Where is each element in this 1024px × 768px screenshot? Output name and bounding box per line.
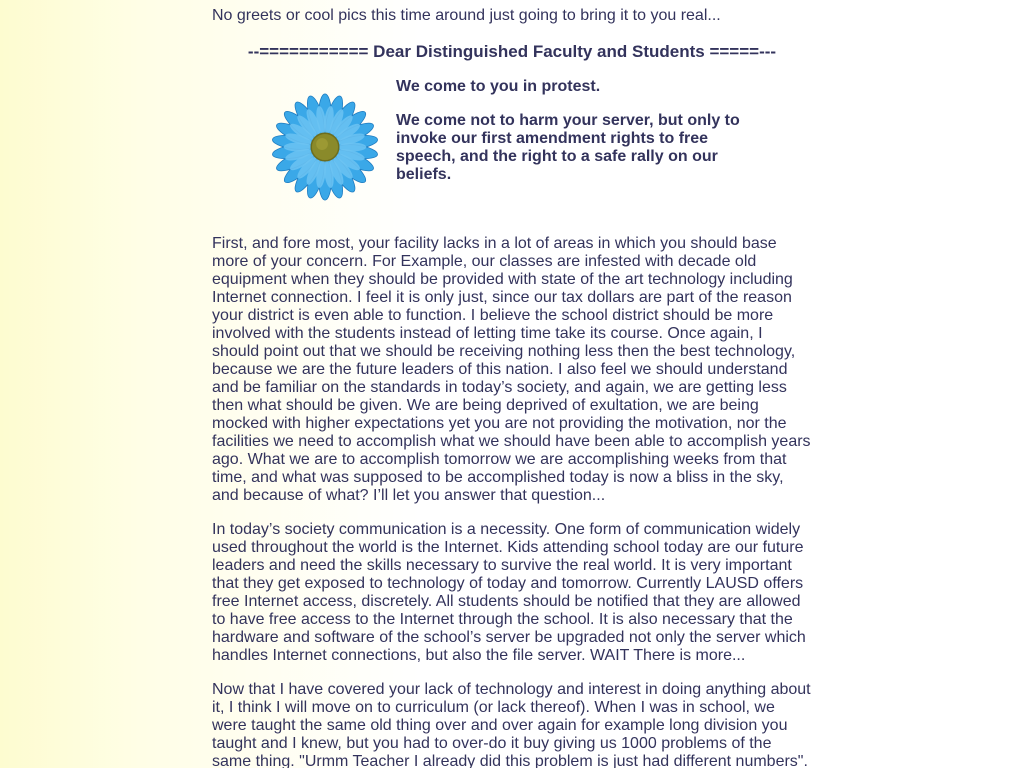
paragraph-1: First, and fore most, your facility lacks in a lot of areas in which you should base more of your concern. For Example, our classes are infested with decade old equipment when they should be provided with state of the art technology including Internet connection. I feel it is only just, since our tax dollars are part of the reason your district is even able to function. I believe the school district should be more involved with the students instead of letting time take its course. Once again, I should point out that we should be receiving nothing less then the best technology, because we are the future leaders of this nation. I also feel we should understand and be familiar on the standards in today’s society, and again, we are getting less then what should be given. We are being deprived of exultation, we are being mocked with higher expectations yet you are not providing the motivation, nor the facilities we need to accomplish what we should have been able to accomplish years ago. What we are to accomplish tomorrow we are accomplishing weeks from that time, and what was supposed to be accomplished today is now a bliss in the sky, and because of what? I’ll let you answer that question... <box>212 235 811 504</box>
paragraph-3: Now that I have covered your lack of technology and interest in doing anything about it, I think I will move on to curriculum (or lack thereof). When I was in school, we were taught the same old thing over and over again for example long division you taught and I knew, but you had to over-do it buy giving us 1000 problems of the same thing. "Urmm Teacher I already did this problem is just had different numbers". <box>212 681 811 768</box>
paragraph-2: In today’s society communication is a necessity. One form of communication widely used throughout the world is the Internet. Kids attending school today are our future leaders and need the skills necessary to survive the real world. It is very important that they get exposed to technology of today and tomorrow. Currently LAUSD offers free Internet access, discretely. All students should be notified that they are allowed to have free access to the Internet through the school. It is also necessary that the hardware and software of the school’s server be upgraded not only the server which handles Internet connections, but also the file server. WAIT There is more... <box>212 521 806 664</box>
protest-statement <box>396 78 756 184</box>
protest-line-2: We come not to harm your server, but only to invoke our first amendment rights to free speech, and the right to a safe rally on our beliefs. <box>396 112 740 183</box>
daisy-flower-icon <box>266 88 384 206</box>
letter-body <box>212 235 812 768</box>
flower-center-highlight <box>316 138 328 150</box>
protest-line-1: We come to you in protest. <box>396 78 601 95</box>
page-heading: --=========== Dear Distinguished Faculty and Students =====--- <box>247 42 777 61</box>
intro-text: No greets or cool pics this time around just going to bring it to you real... <box>212 7 721 24</box>
